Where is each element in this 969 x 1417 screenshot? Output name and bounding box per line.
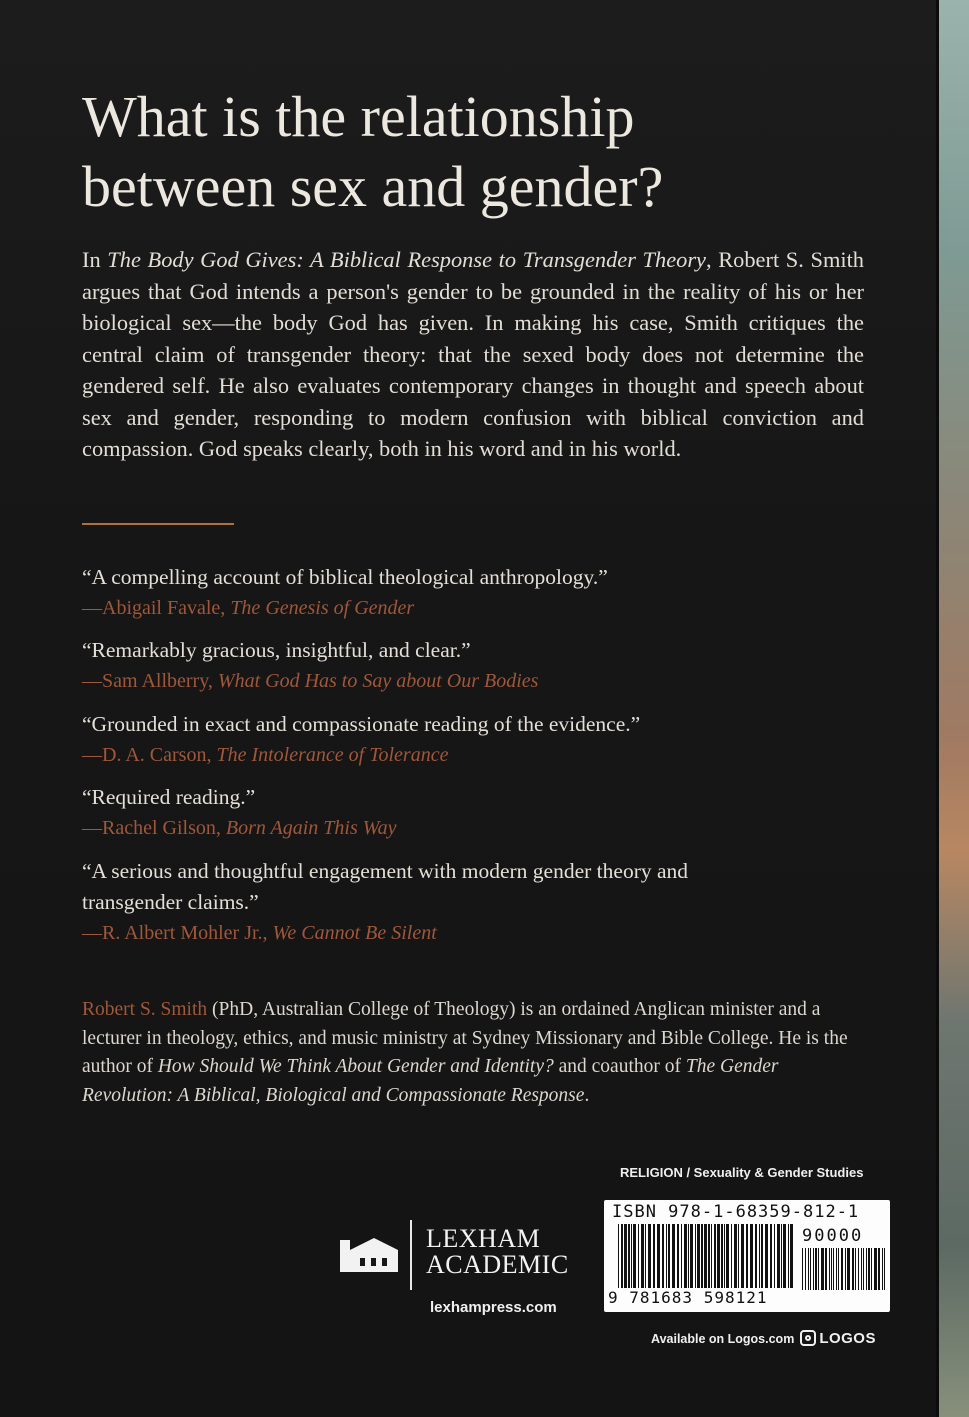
barcode-bar — [847, 1248, 850, 1290]
blurb-body: , Robert S. Smith argues that God intends a person's gender to be grounded in the reality of his or her biological sex—the body God has given. In making his case, Smith critiques the central claim of transgender theory: that the sexed body does not determine the gendered self. He also evaluates contemporary changes in thought and speech about sex and gender, responding to modern confusion with biblical conviction and compassion. God speaks clearly, both in his word and in his world. — [82, 247, 865, 461]
barcode-bar — [631, 1224, 632, 1288]
barcode-bar — [688, 1224, 689, 1288]
barcode-bar — [641, 1224, 644, 1288]
barcode-bar — [746, 1224, 748, 1288]
bio-text: . — [584, 1084, 590, 1106]
endorsement-attribution — [82, 813, 842, 843]
barcode-bar — [829, 1248, 830, 1290]
barcode-bar — [852, 1248, 854, 1290]
addon-barcode-bars — [802, 1248, 886, 1290]
barcode-bar — [781, 1224, 782, 1288]
barcode-bar — [662, 1224, 664, 1288]
barcode-bar — [868, 1248, 870, 1290]
endorser-name: —Rachel Gilson, — [82, 817, 226, 839]
headline-line-2: between sex and gender? — [82, 154, 664, 219]
barcode-bar — [863, 1248, 864, 1290]
barcode-bar — [855, 1248, 856, 1290]
barcode-bar — [874, 1248, 877, 1290]
endorser-work: Born Again This Way — [225, 817, 397, 839]
barcode-bar — [821, 1248, 824, 1290]
barcode-bar — [790, 1224, 793, 1288]
publisher-name-line-1: LEXHAM — [426, 1224, 541, 1253]
barcode-bar — [861, 1248, 862, 1290]
barcode-bar — [777, 1224, 780, 1288]
barcode-bar — [878, 1248, 880, 1290]
barcode-bar — [871, 1248, 872, 1290]
price-code: 90000 — [802, 1226, 864, 1246]
endorsement-quote: “A compelling account of biblical theological anthropology.” — [82, 565, 608, 589]
endorsement-quote: “Required reading.” — [82, 785, 256, 809]
barcode-bar — [684, 1224, 687, 1288]
endorser-name: —R. Albert Mohler Jr., — [82, 922, 273, 944]
barcode-bar — [841, 1248, 843, 1290]
barcode-bar — [666, 1224, 667, 1288]
barcode-bar — [755, 1224, 757, 1288]
logos-availability-text: Available on Logos.com — [651, 1332, 795, 1346]
barcode-bar — [845, 1248, 846, 1290]
endorser-work: We Cannot Be Silent — [272, 922, 437, 944]
barcode-bar — [815, 1248, 817, 1290]
barcode-bar — [836, 1248, 837, 1290]
logos-brand: LOGOS — [819, 1330, 876, 1347]
headline-line-1: What is the relationship — [82, 84, 635, 149]
barcode-bar — [731, 1224, 732, 1288]
barcode-bar — [825, 1248, 827, 1290]
ean-digits: 9 781683 598121 — [608, 1288, 768, 1307]
barcode-bar — [697, 1224, 700, 1288]
endorsement-attribution — [82, 666, 842, 696]
bio-text: (PhD, Australian College of Theology) is an ordained Anglican minister and a lecturer in theology, ethics, and music ministry at Sydney Missionary and Bible College. He is the author of — [82, 999, 848, 1077]
publisher-logo[interactable] — [338, 1220, 588, 1320]
blurb-book-title: The Body God Gives: A Biblical Response to Transgender Theory — [107, 247, 706, 272]
barcode-bar — [695, 1224, 696, 1288]
publisher-name — [426, 1226, 586, 1278]
barcode-bar — [726, 1224, 729, 1288]
barcode-bar — [805, 1248, 806, 1290]
barcode-bar — [633, 1224, 636, 1288]
barcode-bar — [711, 1224, 712, 1288]
endorsement-attribution — [82, 593, 842, 623]
publisher-divider — [410, 1220, 412, 1290]
barcode-bar — [759, 1224, 760, 1288]
barcode-bar — [783, 1224, 786, 1288]
barcode-bar — [802, 1248, 803, 1290]
endorsement — [82, 856, 782, 948]
author-bio — [82, 996, 862, 1110]
endorsement-attribution — [82, 918, 782, 948]
barcode-bar — [638, 1224, 639, 1288]
barcode-bar — [808, 1248, 809, 1290]
headline — [82, 82, 882, 222]
endorser-name: —D. A. Carson, — [82, 744, 217, 766]
lexham-building-icon — [338, 1234, 400, 1274]
endorser-name: —Abigail Favale, — [82, 597, 231, 619]
barcode-bar — [761, 1224, 763, 1288]
barcode-bar — [813, 1248, 814, 1290]
publisher-url[interactable]: lexhampress.com — [430, 1299, 557, 1316]
publisher-name-line-2: ACADEMIC — [426, 1250, 569, 1279]
barcode-bar — [882, 1248, 883, 1290]
bisac-category: RELIGION / Sexuality & Gender Studies — [620, 1165, 864, 1180]
barcode-bar — [653, 1224, 655, 1288]
barcode-bar — [628, 1224, 630, 1288]
endorsement — [82, 709, 842, 770]
barcode-bar — [774, 1224, 775, 1288]
isbn-number: ISBN 978-1-68359-812-1 — [612, 1202, 860, 1222]
barcode-bar — [833, 1248, 834, 1290]
barcode-bar — [858, 1248, 859, 1290]
barcode-bar — [672, 1224, 675, 1288]
barcode-bar — [704, 1224, 707, 1288]
ean-barcode-bars — [618, 1224, 794, 1288]
barcode-bar — [866, 1248, 867, 1290]
logos-availability[interactable] — [651, 1330, 901, 1347]
barcode-bar — [701, 1224, 703, 1288]
barcode-bar — [734, 1224, 737, 1288]
barcode-bar — [648, 1224, 651, 1288]
endorsement-attribution — [82, 740, 842, 770]
barcode-bar — [645, 1224, 646, 1288]
barcode-bar — [657, 1224, 660, 1288]
accent-divider — [82, 523, 234, 525]
logos-icon — [800, 1330, 816, 1346]
barcode-bar — [741, 1224, 744, 1288]
barcode-bar — [838, 1248, 839, 1290]
barcode-bar — [831, 1248, 832, 1290]
author-name: Robert S. Smith — [82, 999, 208, 1020]
endorser-name: —Sam Allberry, — [82, 670, 218, 692]
barcode-bar — [750, 1224, 753, 1288]
blurb-pre: In — [82, 247, 108, 272]
barcode-bar — [810, 1248, 811, 1290]
endorsement — [82, 635, 842, 696]
barcode-bar — [884, 1248, 885, 1290]
front-cover-edge-art — [936, 0, 969, 1417]
barcode-bar — [717, 1224, 720, 1288]
barcode-bar — [618, 1224, 619, 1288]
blurb-paragraph — [82, 244, 864, 465]
endorsement — [82, 562, 842, 623]
barcode-bar — [818, 1248, 819, 1290]
endorser-work: What God Has to Say about Our Bodies — [217, 670, 539, 692]
endorser-work: The Genesis of Gender — [230, 597, 415, 619]
barcode-bar — [788, 1224, 789, 1288]
bio-text: and coauthor of — [553, 1056, 686, 1077]
isbn-barcode — [604, 1200, 890, 1312]
barcode-bar — [721, 1224, 723, 1288]
barcode-bar — [681, 1224, 682, 1288]
endorser-work: The Intolerance of Tolerance — [216, 744, 449, 766]
barcode-bar — [690, 1224, 693, 1288]
endorsement-quote: “Remarkably gracious, insightful, and clear.” — [82, 638, 471, 662]
barcode-bar — [765, 1224, 768, 1288]
endorsement-quote: “A serious and thoughtful engagement with modern gender theory and transgender claims.” — [82, 859, 689, 914]
barcode-bar — [738, 1224, 739, 1288]
barcode-bar — [708, 1224, 710, 1288]
barcode-bar — [724, 1224, 725, 1288]
endorsement-quote: “Grounded in exact and compassionate reading of the evidence.” — [82, 712, 641, 736]
barcode-bar — [668, 1224, 670, 1288]
endorsement — [82, 782, 842, 843]
barcode-bar — [624, 1224, 627, 1288]
bio-book-title: The Gender Revolution: A Biblical, Biological and Compassionate Response — [82, 1056, 779, 1106]
bio-book-title: How Should We Think About Gender and Identity? — [157, 1056, 554, 1077]
barcode-bar — [677, 1224, 679, 1288]
barcode-bar — [770, 1224, 772, 1288]
barcode-bar — [714, 1224, 716, 1288]
barcode-bar — [621, 1224, 623, 1288]
